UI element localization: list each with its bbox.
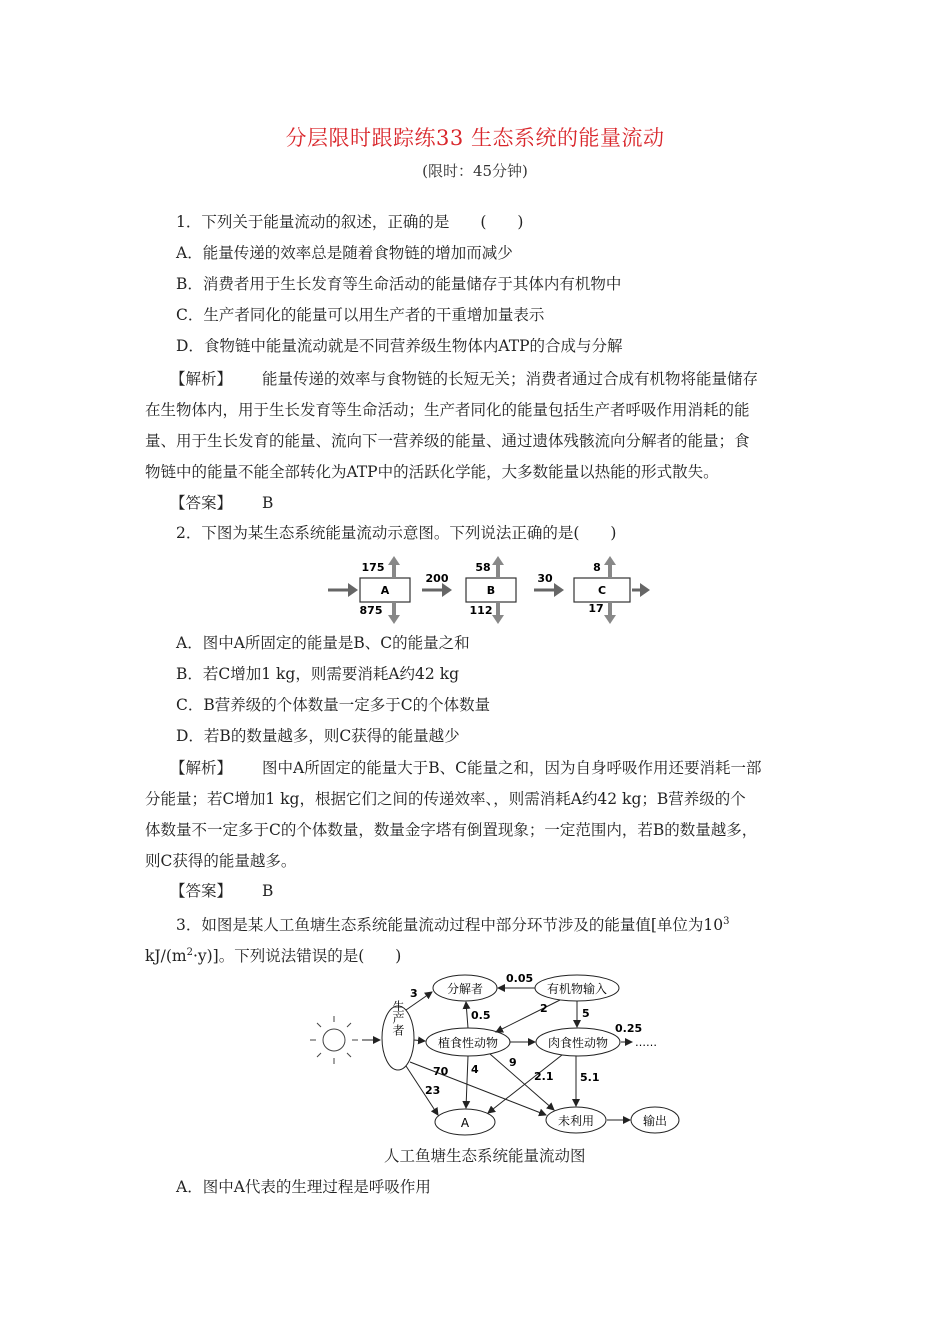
box-b-up-value: 58 <box>475 561 491 574</box>
q3-option-a: A．图中A代表的生理过程是呼吸作用 <box>176 1178 431 1196</box>
q1-analysis-line-1: 能量传递的效率与食物链的长短无关；消费者通过合成有机物将能量储存 <box>262 370 759 388</box>
flow-a-b-arrow <box>422 583 452 597</box>
q2-option-b: B．若C增加1 kg，则需要消耗A约42 kg <box>176 665 460 683</box>
box-c-down-arrow <box>604 602 616 624</box>
q1-analysis-line-2: 在生物体内，用于生长发育等生命活动；生产者同化的能量包括生产者呼吸作用消耗的能 <box>145 401 750 419</box>
box-a-up-arrow <box>388 556 400 578</box>
q3-stem-text-2b: ·y)]。下列说法错误的是( ) <box>192 947 402 966</box>
q2-analysis-line-2: 分能量；若C增加1 kg，根据它们之间的传递效率、，则需消耗A约42 kg；B营养级的个 <box>145 790 746 808</box>
box-c-down-value: 17 <box>588 602 604 615</box>
q1-analysis-label: 【解析】 <box>170 370 233 388</box>
value-herbivore-decomposer: 0.5 <box>471 1009 491 1022</box>
q3-stem-text-1: 3．如图是某人工鱼塘生态系统能量流动过程中部分环节涉及的能量值[单位为10 <box>176 916 724 935</box>
q3-diagram-caption: 人工鱼塘生态系统能量流动图 <box>384 1147 586 1165</box>
q1-option-b: B．消费者用于生长发育等生命活动的能量储存于其体内有机物中 <box>176 275 622 293</box>
box-b-label: B <box>486 584 496 597</box>
herbivore-label: 植食性动物 <box>437 1036 499 1050</box>
q2-stem: 2．下图为某生态系统能量流动示意图。下列说法正确的是( ) <box>176 524 617 542</box>
value-herbivore-unused: 9 <box>509 1056 517 1069</box>
value-producer-unused: 70 <box>433 1065 449 1078</box>
value-ellipsis: …… <box>635 1036 657 1049</box>
fish-pond-energy-flow-diagram <box>310 970 690 1140</box>
q1-answer-label: 【答案】 <box>170 494 233 512</box>
time-limit: (限时：45分钟) <box>422 162 528 180</box>
q2-analysis-line-1: 图中A所固定的能量大于B、C能量之和，因为自身呼吸作用还要消耗一部 <box>262 759 762 777</box>
box-b-down-arrow <box>492 602 504 624</box>
organic-input-label: 有机物输入 <box>546 982 608 996</box>
box-a-down-value: 875 <box>359 604 383 617</box>
value-producer-decomposer: 3 <box>410 987 418 1000</box>
q1-analysis-line-3: 量、用于生长发育的能量、流向下一营养级的能量、通过遗体残骸流向分解者的能量；食 <box>145 432 750 450</box>
a-label: A <box>460 1116 470 1130</box>
producer-label: 生产者 <box>391 1000 405 1036</box>
q2-analysis-line-4: 则C获得的能量越多。 <box>145 852 297 870</box>
flow-a-b-value: 200 <box>425 572 449 585</box>
value-carnivore-a: 2.1 <box>534 1070 554 1083</box>
q3-stem-line-1 <box>176 911 730 936</box>
page-title: 分层限时跟踪练33 生态系统的能量流动 <box>285 126 665 150</box>
q2-option-d: D．若B的数量越多，则C获得的能量越少 <box>176 727 460 745</box>
flow-b-c-arrow <box>534 583 564 597</box>
q1-option-d: D．食物链中能量流动就是不同营养级生物体内ATP的合成与分解 <box>176 337 623 355</box>
inflow-arrow <box>328 583 358 597</box>
value-carnivore-next: 0.25 <box>615 1022 643 1035</box>
energy-flow-chain-diagram <box>326 556 656 628</box>
q1-option-a: A．能量传递的效率总是随着食物链的增加而减少 <box>176 244 513 262</box>
decomposer-label: 分解者 <box>446 982 484 996</box>
q3-stem-text-2a: kJ/(m <box>145 947 187 966</box>
q1-analysis-line-4: 物链中的能量不能全部转化为ATP中的活跃化学能，大多数能量以热能的形式散失。 <box>145 463 719 481</box>
q2-answer: B <box>262 882 274 900</box>
value-organic-carnivore: 5 <box>582 1007 590 1020</box>
box-a-label: A <box>380 584 390 597</box>
box-a-down-arrow <box>388 602 400 624</box>
q2-option-a: A．图中A所固定的能量是B、C的能量之和 <box>176 634 470 652</box>
q3-stem-line-2 <box>145 942 401 967</box>
value-carnivore-unused: 5.1 <box>580 1071 600 1084</box>
q2-analysis-line-3: 体数量不一定多于C的个体数量，数量金字塔有倒置现象；一定范围内，若B的数量越多， <box>145 821 758 839</box>
carnivore-label: 肉食性动物 <box>547 1036 609 1050</box>
box-b-down-value: 112 <box>469 604 493 617</box>
value-organic-decomposer: 0.05 <box>506 972 534 985</box>
output-label: 输出 <box>642 1114 668 1128</box>
flow-b-c-value: 30 <box>537 572 553 585</box>
unused-label: 未利用 <box>557 1114 595 1128</box>
box-a-up-value: 175 <box>361 561 385 574</box>
outflow-arrow <box>632 583 650 597</box>
box-c-up-value: 8 <box>593 561 601 574</box>
q1-option-c: C．生产者同化的能量可以用生产者的干重增加量表示 <box>176 306 545 324</box>
q3-stem-sup-2: 2 <box>186 947 193 958</box>
value-producer-a: 23 <box>425 1084 441 1097</box>
q2-option-c: C．B营养级的个体数量一定多于C的个体数量 <box>176 696 491 714</box>
box-b-up-arrow <box>492 556 504 578</box>
sun-icon <box>310 1016 358 1064</box>
q2-analysis-label: 【解析】 <box>170 759 233 777</box>
q1-answer: B <box>262 494 274 512</box>
q1-stem: 1．下列关于能量流动的叙述，正确的是 ( ) <box>176 213 524 231</box>
box-c-label: C <box>597 584 607 597</box>
value-organic-herbivore: 2 <box>540 1002 548 1015</box>
q3-stem-sup-1: 3 <box>723 916 730 927</box>
q2-answer-label: 【答案】 <box>170 882 233 900</box>
box-c-up-arrow <box>604 556 616 578</box>
value-herbivore-a: 4 <box>471 1063 479 1076</box>
